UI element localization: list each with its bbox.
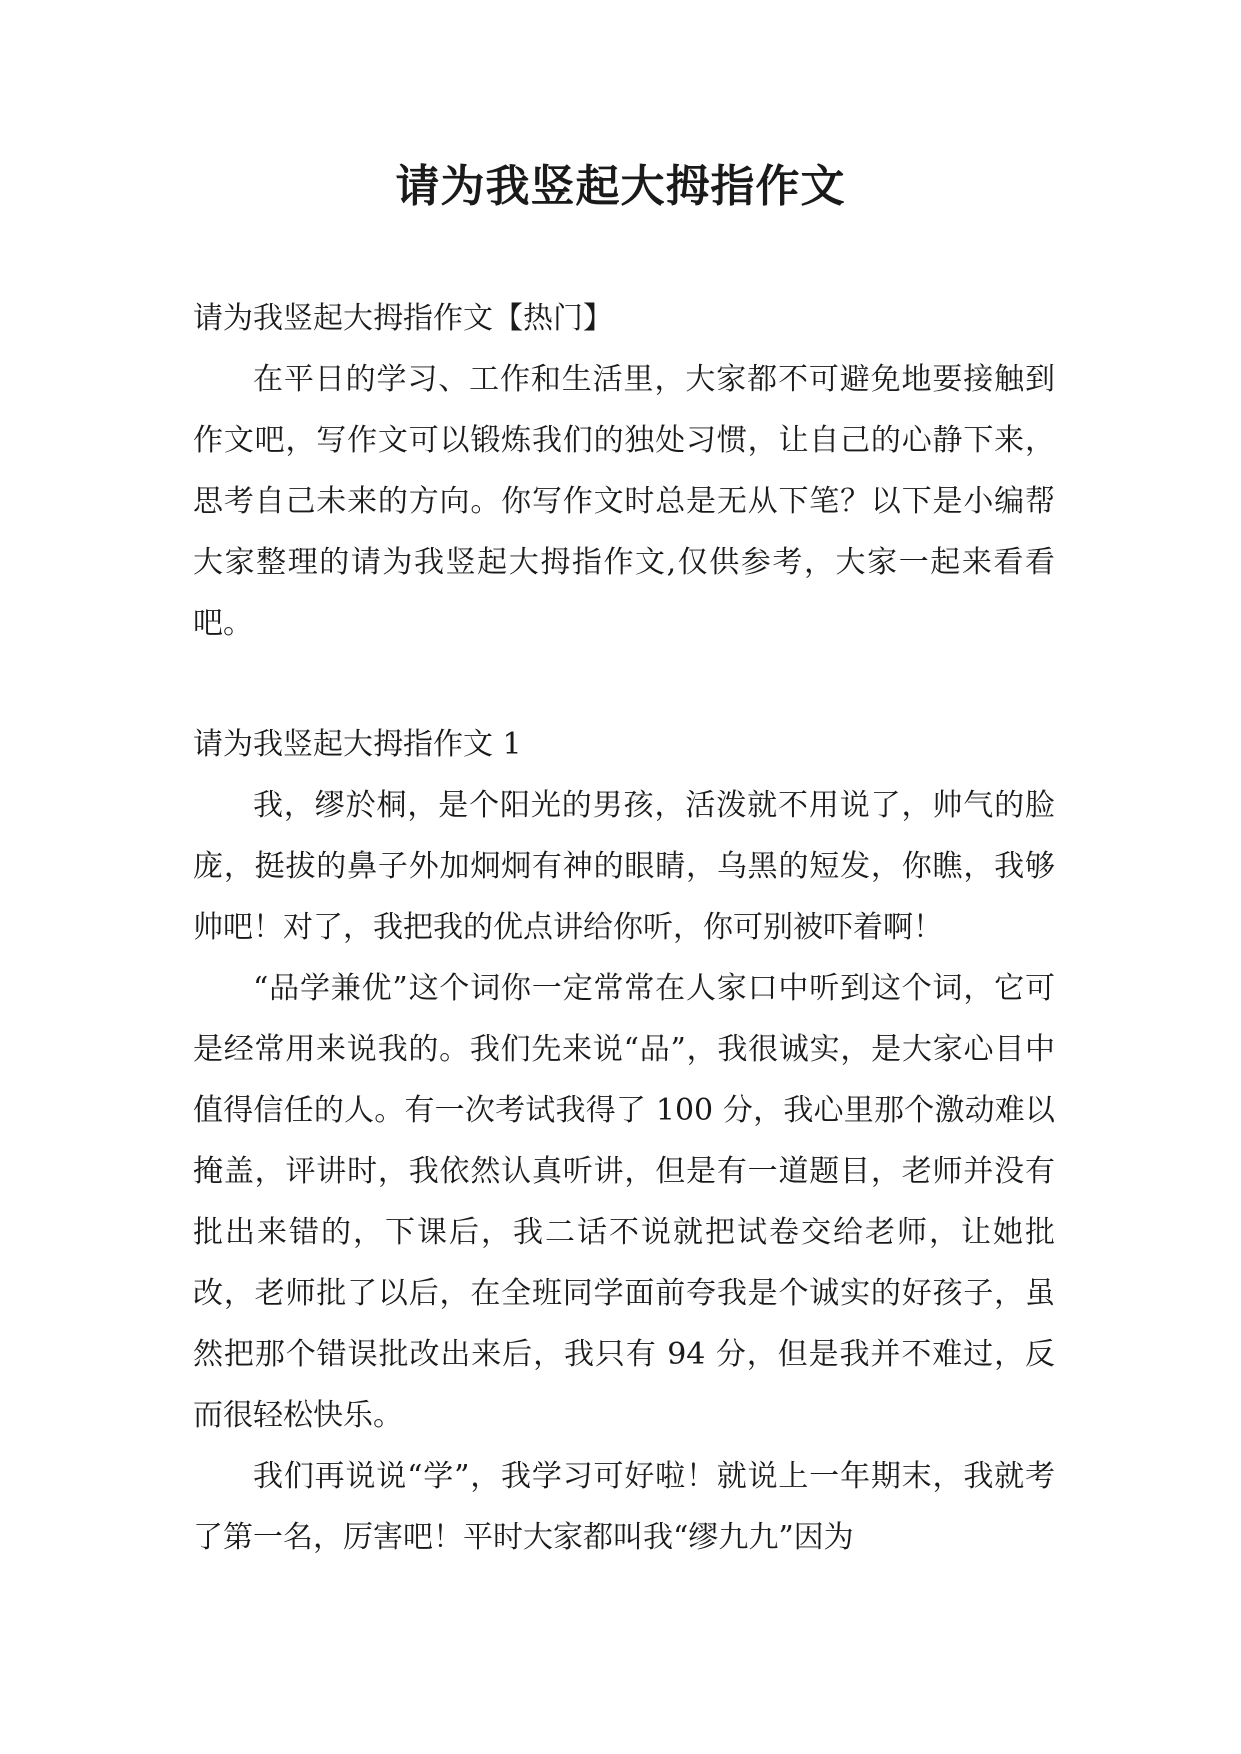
essay-1-paragraph-2: “品学兼优”这个词你一定常常在人家口中听到这个词，它可是经常用来说我的。我们先来说“品”，我很诚实，是大家心目中值得信任的人。有一次考试我得了 100 分，我心里那个激动难以掩盖，评讲时，我依然认真听讲，但是有一道题目，老师并没有批出来错的，下课后，我二话不说就把试卷交给老师，让她批改，老师批了以后，在全班同学面前夸我是个诚实的好孩子，虽然把那个错误批改出来后，我只有 94 分，但是我并不难过，反而很轻松快乐。	[193, 971, 1055, 1433]
essay-1-paragraph-1: 我，缪於桐，是个阳光的男孩，活泼就不用说了，帅气的脸庞，挺拔的鼻子外加炯炯有神的眼睛，乌黑的短发，你瞧，我够帅吧！对了，我把我的优点讲给你听，你可别被吓着啊！	[193, 788, 1055, 945]
section-spacer	[193, 654, 1055, 714]
document-title: 请为我竖起大拇指作文	[395, 161, 846, 212]
essay-1-heading: 请为我竖起大拇指作文 1	[193, 727, 522, 762]
document-body	[193, 288, 1055, 1568]
essay-1-paragraph-3: 我们再说说“学”，我学习可好啦！就说上一年期末，我就考了第一名，厉害吧！平时大家都叫我“缪九九”因为	[193, 1459, 1055, 1555]
intro-paragraph: 在平日的学习、工作和生活里，大家都不可避免地要接触到作文吧，写作文可以锻炼我们的独处习惯，让自己的心静下来，思考自己未来的方向。你写作文时总是无从下笔？以下是小编帮大家整理的请为我竖起大拇指作文,仅供参考，大家一起来看看吧。	[193, 362, 1055, 641]
intro-heading: 请为我竖起大拇指作文【热门】	[193, 301, 613, 336]
